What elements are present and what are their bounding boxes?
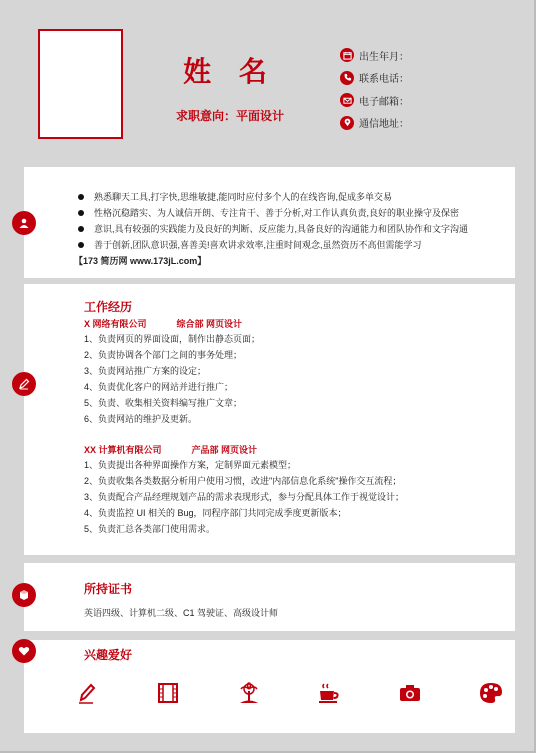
- duty-item: 3、负责配合产品经理规划产品的需求表现形式，参与分配具体工作于视觉设计；: [84, 492, 405, 502]
- pen-icon: [12, 372, 36, 396]
- duty-item: 2、负责收集各类数据分析用户使用习惯，改进"内部信息化系统"操作交互流程；: [84, 476, 402, 486]
- duty-item: 2、负责协调各个部门之间的事务处理；: [84, 350, 243, 360]
- info-label: 出生年月：: [359, 51, 409, 63]
- location-icon: [340, 116, 354, 130]
- duty-item: 1、负责提出各种界面操作方案，定制界面元素模型；: [84, 460, 297, 470]
- job-dept: 产品部 网页设计: [191, 445, 258, 455]
- job-header: [84, 317, 404, 331]
- experience-section: [24, 284, 515, 555]
- certificates-text: 英语四级、计算机二级、C1 驾驶证、高级设计师: [84, 608, 279, 618]
- list-item: 善于创新,团队意识强,喜善美!喜欢讲求效率,注重时间观念,虽然资历不高但需能学习: [74, 237, 468, 253]
- phone-icon: [340, 71, 354, 85]
- pencil-icon: [74, 680, 100, 706]
- duty-item: 5、负责汇总各类部门使用需求。: [84, 524, 216, 534]
- calendar-icon: [340, 48, 354, 62]
- info-label: 通信地址：: [359, 119, 409, 131]
- info-row-email: [340, 89, 409, 112]
- hobbies-section: [24, 640, 515, 733]
- info-label: 电子邮箱：: [359, 96, 409, 108]
- company-name: XX 计算机有限公司: [84, 445, 162, 455]
- duty-item: 4、负责优化客户的网站并进行推广；: [84, 382, 234, 392]
- profile-section: [24, 167, 515, 278]
- duty-item: 6、负责网站的维护及更新。: [84, 414, 198, 424]
- hobbies-header: [84, 646, 132, 663]
- company-name: X 网络有限公司: [84, 319, 147, 329]
- travel-icon: [236, 680, 262, 706]
- palette-icon: [478, 680, 504, 706]
- photo-placeholder: [38, 29, 123, 139]
- duty-item: 4、负责监控 UI 相关的 Bug，同程序部门共同完成季度更新版本；: [84, 508, 347, 518]
- section-title: 兴趣爱好: [84, 648, 133, 662]
- user-icon: [12, 211, 36, 235]
- duty-item: 3、负责网站推广方案的设定；: [84, 366, 207, 376]
- film-icon: [155, 680, 181, 706]
- watermark-text: 【173 简历网 www.173jL.com】: [74, 256, 207, 266]
- info-row-phone: [340, 67, 409, 90]
- certificates-section: [24, 563, 515, 631]
- info-row-birth: [340, 44, 409, 67]
- info-label: 联系电话：: [359, 74, 409, 86]
- heart-icon: [12, 639, 36, 663]
- camera-icon: [397, 680, 423, 706]
- contact-info: [340, 44, 409, 134]
- book-icon: [12, 583, 36, 607]
- job-header: [84, 443, 404, 457]
- list-item: 性格沉稳踏实、为人诚信开朗、专注肯干、善于分析,对工作认真负责,良好的职业操守及保密: [74, 205, 468, 221]
- duty-item: 5、负责、收集相关资料编写推广文章；: [84, 398, 243, 408]
- section-title: 所持证书: [84, 582, 133, 596]
- profile-content: [74, 189, 468, 267]
- job-intent: 求职意向：平面设计: [175, 109, 284, 123]
- list-item: 熟悉聊天工具,打字快,思维敏捷,能同时应付多个人的在线咨询,促成多单交易: [74, 189, 468, 205]
- profile-list: [74, 189, 468, 253]
- duty-item: 1、负责网页的界面设面，制作出静态页面；: [84, 334, 261, 344]
- experience-content: [84, 298, 404, 537]
- certificates-content: [84, 580, 278, 619]
- mail-icon: [340, 93, 354, 107]
- coffee-icon: [316, 680, 342, 706]
- list-item: 意识,具有较强的实践能力及良好的判断、反应能力,具备良好的沟通能力和团队协作和文字沟通: [74, 221, 468, 237]
- info-row-address: [340, 112, 409, 135]
- candidate-name: 姓 名: [183, 56, 277, 87]
- hobby-icons: [74, 680, 504, 706]
- section-title: 工作经历: [84, 300, 133, 314]
- job-dept: 综合部 网页设计: [176, 319, 243, 329]
